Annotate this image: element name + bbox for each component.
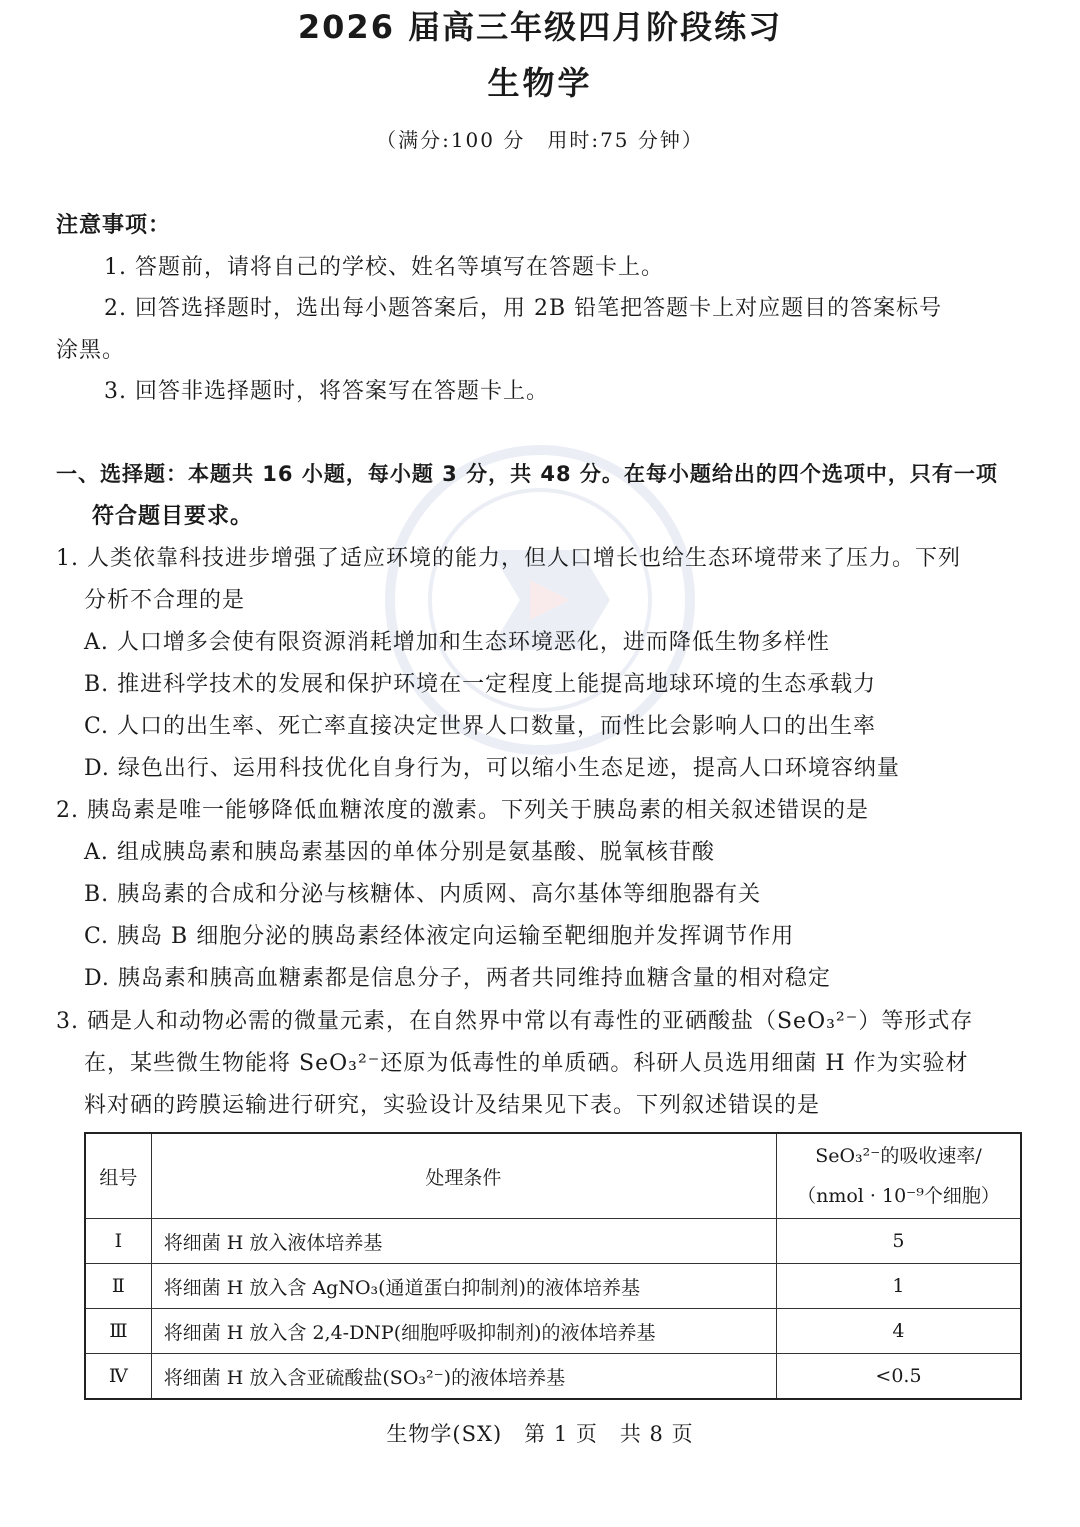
cell-group: Ⅳ	[85, 1354, 151, 1400]
exam-title: 2026 届高三年级四月阶段练习	[297, 8, 783, 46]
section-heading-continued: 符合题目要求。	[92, 504, 254, 529]
question-2-option-c: C. 胰岛 B 细胞分泌的胰岛素经体液定向运输至靶细胞并发挥调节作用	[84, 924, 795, 949]
header-rate-line1: SeO₃²⁻的吸收速率/	[815, 1145, 982, 1167]
cell-condition: 将细菌 H 放入含亚硫酸盐(SO₃²⁻)的液体培养基	[151, 1354, 776, 1400]
cell-rate: 5	[776, 1219, 1021, 1264]
question-1-option-d: D. 绿色出行、运用科技优化自身行为，可以缩小生态足迹，提高人口环境容纳量	[84, 756, 900, 781]
question-3-stem-continued: 在，某些微生物能将 SeO₃²⁻还原为低毒性的单质硒。科研人员选用细菌 H 作为实验材	[84, 1051, 969, 1076]
question-2-option-b: B. 胰岛素的合成和分泌与核糖体、内质网、高尔基体等细胞器有关	[84, 882, 762, 907]
question-1-option-a: A. 人口增多会使有限资源消耗增加和生态环境恶化，进而降低生物多样性	[84, 630, 830, 655]
question-3-stem: 3. 硒是人和动物必需的微量元素，在自然界中常以有毒性的亚硒酸盐（SeO₃²⁻）等形式存	[56, 1009, 974, 1034]
exam-info: （满分:100 分 用时:75 分钟）	[376, 128, 704, 152]
question-1-option-c: C. 人口的出生率、死亡率直接决定世界人口数量，而性比会影响人口的出生率	[84, 714, 877, 739]
cell-rate: 4	[776, 1309, 1021, 1354]
table-row	[85, 1354, 1021, 1400]
section-heading: 一、选择题：本题共 16 小题，每小题 3 分，共 48 分。在每小题给出的四个选项中，只有一项	[56, 462, 998, 486]
question-1-stem: 1. 人类依靠科技进步增强了适应环境的能力，但人口增长也给生态环境带来了压力。下列	[56, 546, 961, 571]
cell-group: Ⅰ	[85, 1219, 151, 1264]
header-condition: 处理条件	[151, 1133, 776, 1219]
table-row	[85, 1219, 1021, 1264]
cell-group: Ⅲ	[85, 1309, 151, 1354]
question-3-stem-continued: 料对硒的跨膜运输进行研究，实验设计及结果见下表。下列叙述错误的是	[84, 1093, 821, 1118]
cell-rate: 1	[776, 1264, 1021, 1309]
question-1-option-b: B. 推进科学技术的发展和保护环境在一定程度上能提高地球环境的生态承载力	[84, 672, 877, 697]
header-rate-line2: （nmol · 10⁻⁹个细胞）	[797, 1185, 1000, 1207]
notice-heading: 注意事项：	[56, 213, 172, 238]
notice-item: 1. 答题前，请将自己的学校、姓名等填写在答题卡上。	[104, 255, 664, 280]
question-1-stem-continued: 分析不合理的是	[84, 588, 246, 613]
cell-condition: 将细菌 H 放入含 AgNO₃(通道蛋白抑制剂)的液体培养基	[151, 1264, 776, 1309]
question-2-option-d: D. 胰岛素和胰高血糖素都是信息分子，两者共同维持血糖含量的相对稳定	[84, 966, 831, 991]
notice-item-continued: 涂黑。	[56, 338, 126, 363]
question-2-stem: 2. 胰岛素是唯一能够降低血糖浓度的激素。下列关于胰岛素的相关叙述错误的是	[56, 798, 869, 823]
notice-item: 3. 回答非选择题时，将答案写在答题卡上。	[104, 379, 549, 404]
cell-condition: 将细菌 H 放入液体培养基	[151, 1219, 776, 1264]
table-header-row	[85, 1133, 1021, 1219]
cell-condition: 将细菌 H 放入含 2,4-DNP(细胞呼吸抑制剂)的液体培养基	[151, 1309, 776, 1354]
header-rate	[776, 1133, 1021, 1219]
page-footer: 生物学(SX) 第 1 页 共 8 页	[386, 1422, 694, 1446]
experiment-table	[84, 1132, 1022, 1400]
table-row	[85, 1264, 1021, 1309]
question-2-option-a: A. 组成胰岛素和胰岛素基因的单体分别是氨基酸、脱氧核苷酸	[84, 840, 715, 865]
subject-title: 生物学	[487, 64, 593, 102]
table-row	[85, 1309, 1021, 1354]
cell-group: Ⅱ	[85, 1264, 151, 1309]
notice-item: 2. 回答选择题时，选出每小题答案后，用 2B 铅笔把答题卡上对应题目的答案标号	[104, 296, 943, 321]
cell-rate: <0.5	[776, 1354, 1021, 1400]
header-group: 组号	[85, 1133, 151, 1219]
